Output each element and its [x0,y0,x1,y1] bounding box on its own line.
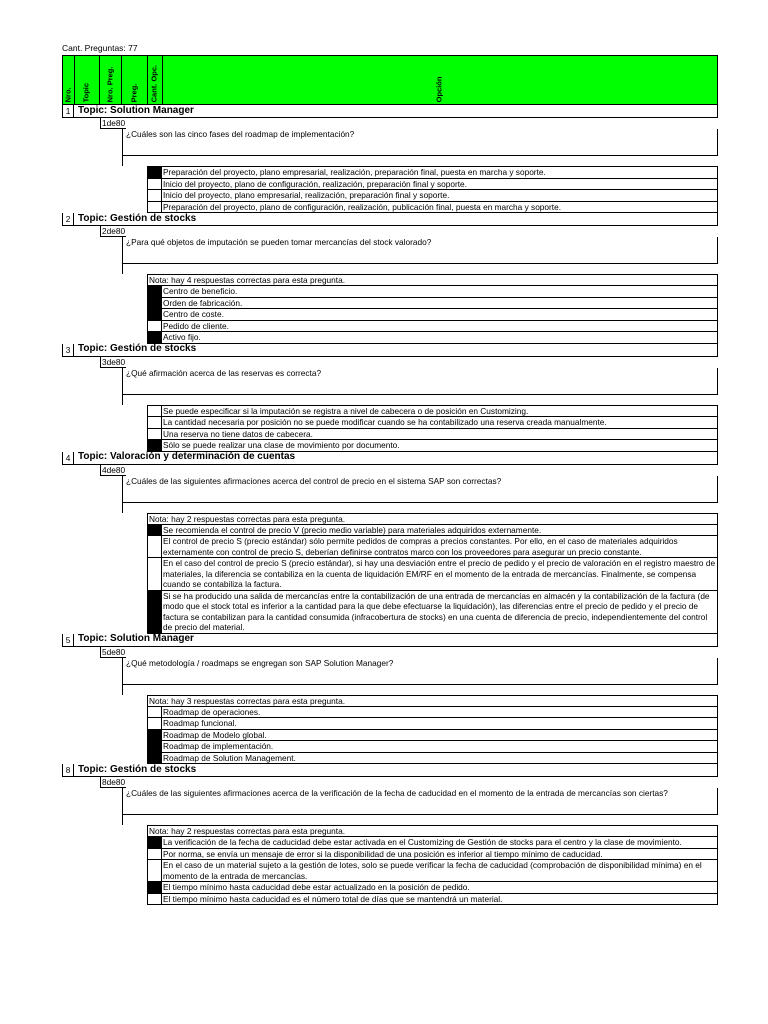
option-row[interactable] [147,332,718,344]
question-text: ¿Cuáles de las siguientes afirmaciones acerca de la verificación de la fecha de caducidad en el momento de la entrada de mercancías son ciertas? [122,788,718,815]
option-row[interactable] [147,849,718,861]
topic-row [62,452,718,465]
option-text: El tiempo mínimo hasta caducidad es el número total de días que se mantendrá un material. [163,893,503,904]
option-text: Se recomienda el control de precio V (precio medio variable) para materiales adquiridos externamente. [163,524,542,535]
option-row[interactable] [147,837,718,849]
option-marker[interactable] [148,536,162,557]
option-text: El control de precio S (precio estándar) sólo permite pedidos de compras a precios constantes. Por ello, en el caso de materiales adquiridos externamente con control de precio S, deberían definirse contratos marco con los proveedores para asegurar un precio constante. [163,536,678,557]
option-row[interactable] [147,741,718,753]
option-marker[interactable] [148,730,162,741]
option-marker[interactable] [148,332,162,343]
option-row[interactable] [147,707,718,719]
question-number: 4 [63,452,74,464]
topic-title: Topic: Solution Manager [78,633,194,645]
question-text: ¿Para qué objetos de imputación se pueden tomar mercancías del stock valorado? [122,237,718,264]
question-id: 4de80 [102,464,126,475]
question-number: 1 [63,105,74,117]
question-number: 2 [63,213,74,225]
option-marker[interactable] [148,753,162,764]
topic-title: Topic: Gestión de stocks [78,343,197,355]
answer-note: Nota: hay 4 respuestas correctas para esta pregunta. [147,274,718,286]
header-nro-preg: Nro. Preg. [100,56,122,104]
option-text: Roadmap funcional. [163,718,237,728]
option-marker[interactable] [148,167,162,178]
question-id: 2de80 [102,226,126,236]
question-text: ¿Cuáles de las siguientes afirmaciones acerca del control de precio en el sistema SAP son correctas? [122,476,718,503]
option-row[interactable] [147,882,718,894]
topic-title: Topic: Gestión de stocks [78,212,197,224]
question-id: 5de80 [102,646,126,657]
option-text: Inicio del proyecto, plano de configuración, realización, preparación final y soporte. [163,178,467,189]
topic-row [62,213,718,226]
option-row[interactable] [147,298,718,310]
option-marker[interactable] [148,849,162,860]
answer-note: Nota: hay 2 respuestas correctas para esta pregunta. [147,825,718,837]
option-text: En el caso de un material sujeto a la gestión de lotes, solo se puede verificar la fecha de caducidad (comprobación de disponibilidad mínima) en el momento de la entrada de mercancías. [163,860,702,881]
question-id: 8de80 [102,777,126,787]
question-spacer [122,156,718,166]
option-text: El tiempo mínimo hasta caducidad debe estar actualizado en la posición de pedido. [163,882,470,892]
option-text: Por norma, se envía un mensaje de error si la disponibilidad de una posición es inferior al tiempo mínimo de caducidad. [163,848,603,859]
option-row[interactable] [147,286,718,298]
question-list [62,105,718,905]
header-topic: Topic [75,56,100,104]
option-text: Roadmap de Modelo global. [163,729,267,740]
option-row[interactable] [147,405,718,418]
option-text: Orden de fabricación. [163,297,243,308]
option-marker[interactable] [148,298,162,309]
header-opcion: Opción [434,76,444,102]
option-row[interactable] [147,166,718,179]
question-spacer [122,815,718,825]
option-row[interactable] [147,894,718,906]
question-sheet [62,43,718,905]
option-row[interactable] [147,309,718,321]
option-text: Se puede especificar si la imputación se registra a nivel de cabecera o de posición en Customizing. [163,405,529,416]
option-marker[interactable] [148,309,162,320]
option-text: Preparación del proyecto, plano empresarial, realización, preparación final, puesta en marcha y soporte. [163,167,546,177]
option-text: Centro de coste. [163,309,224,319]
option-row[interactable] [147,718,718,730]
option-marker[interactable] [148,429,162,440]
option-marker[interactable] [148,707,162,718]
question-text: ¿Cuáles son las cinco fases del roadmap de implementación? [122,129,718,156]
option-row[interactable] [147,440,718,452]
option-row[interactable] [147,558,718,591]
option-row[interactable] [147,190,718,202]
option-marker[interactable] [148,741,162,752]
option-marker[interactable] [148,558,162,590]
option-text: Centro de beneficio. [163,286,238,296]
option-text: Inicio del proyecto, plano empresarial, realización, preparación final y soporte. [163,190,450,200]
option-marker[interactable] [148,321,162,332]
option-marker[interactable] [148,440,162,451]
header-preg: Preg. [122,56,148,104]
option-row[interactable] [147,591,718,634]
option-row[interactable] [147,860,718,882]
option-text: La cantidad necesaria por posición no se puede modificar cuando se ha contabilizado una reserva creada manualmente. [163,417,607,427]
topic-row [62,764,718,777]
answer-note: Nota: hay 3 respuestas correctas para esta pregunta. [147,695,718,707]
question-text: ¿Qué afirmación acerca de las reservas es correcta? [122,368,718,395]
option-row[interactable] [147,730,718,742]
option-row[interactable] [147,429,718,441]
question-number: 5 [63,634,74,646]
topic-row [62,634,718,647]
option-text: Sólo se puede realizar una clase de movimiento por documento. [163,440,400,450]
option-row[interactable] [147,179,718,191]
question-number: 3 [63,344,74,356]
header-nro: Nro. [63,56,75,104]
option-marker[interactable] [148,406,162,417]
option-marker[interactable] [148,860,162,881]
table-header [62,55,718,105]
option-marker[interactable] [148,417,162,428]
option-text: Activo fijo. [163,332,201,342]
option-marker[interactable] [148,190,162,201]
option-marker[interactable] [148,179,162,190]
option-marker[interactable] [148,837,162,848]
option-row[interactable] [147,417,718,429]
topic-row [62,344,718,357]
option-text: Roadmap de operaciones. [163,706,261,717]
question-spacer [122,264,718,274]
option-text: Roadmap de implementación. [163,741,274,751]
option-marker[interactable] [148,202,162,213]
option-row[interactable] [147,525,718,537]
option-text: La verificación de la fecha de caducidad debe estar activada en el Customizing de Gestión de stocks para el centro y la clase de movimiento. [163,837,682,847]
option-row[interactable] [147,202,718,214]
question-spacer [122,685,718,695]
option-marker[interactable] [148,525,162,536]
option-marker[interactable] [148,591,162,633]
option-row[interactable] [147,753,718,765]
option-text: En el caso del control de precio S (precio estándar), si hay una desviación entre el precio de pedido y el precio de valoración en el registro maestro de materiales, la diferencia se contabiliza en la cuenta de liquidación EM/RF en el momento de la entrada de mercancías. Finalmente, se compensa cuando se contabiliza la factura. [163,558,716,589]
option-marker[interactable] [148,882,162,893]
topic-title: Topic: Valoración y determinación de cuentas [78,451,296,463]
answer-note: Nota: hay 2 respuestas correctas para esta pregunta. [147,513,718,525]
option-text: Si se ha producido una salida de mercancías entre la contabilización de una entrada de mercancías en almacén y la contabilización de la factura (de modo que el stock total es inferior a la cantidad para la que debe efectuarse la liquidación), las diferencias entre el precio de pedido y el precio de factura se contabilizan para la cantidad consumida (infracobertura de stocks) en una cuenta de diferencia de precio, independientemente del control de precio del material. [163,590,710,632]
topic-title: Topic: Gestión de stocks [78,763,197,775]
topic-row [62,105,718,118]
header-cant-opc: Cant. Opc. [148,56,163,104]
option-text: Roadmap de Solution Management. [163,752,296,763]
option-marker[interactable] [148,286,162,297]
question-spacer [122,503,718,513]
option-text: Una reserva no tiene datos de cabecera. [163,428,313,439]
option-row[interactable] [147,321,718,333]
question-id: 1de80 [102,118,126,128]
question-text: ¿Qué metodología / roadmaps se engregan son SAP Solution Manager? [122,658,718,685]
question-number: 8 [63,764,74,776]
option-text: Pedido de cliente. [163,320,229,331]
option-row[interactable] [147,536,718,558]
option-marker[interactable] [148,718,162,729]
option-marker[interactable] [148,894,162,905]
question-count: Cant. Preguntas: 77 [62,43,138,53]
question-id: 3de80 [102,356,126,367]
option-text: Preparación del proyecto, plano de configuración, realización, publicación final, puesta en marcha y soporte. [163,201,562,212]
topic-title: Topic: Solution Manager [78,104,194,116]
question-spacer [122,395,718,405]
